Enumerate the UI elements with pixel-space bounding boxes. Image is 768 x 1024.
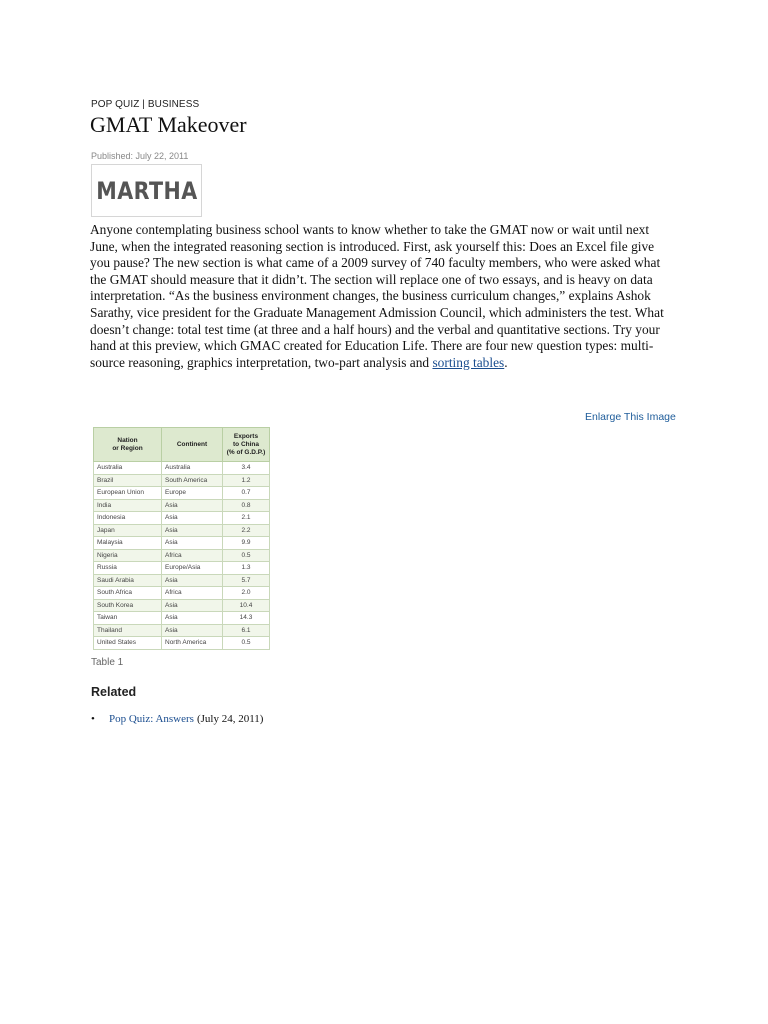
cell-continent: Asia: [162, 512, 223, 525]
cell-nation: Australia: [94, 462, 162, 475]
related-item: [91, 713, 263, 725]
cell-exports: 5.7: [223, 574, 270, 587]
section-kicker: [91, 99, 199, 110]
cell-exports: 0.5: [223, 637, 270, 650]
table-row: [94, 462, 270, 475]
related-date: (July 24, 2011): [196, 713, 264, 725]
cell-exports: 9.9: [223, 537, 270, 550]
table-row: [94, 599, 270, 612]
cell-continent: Asia: [162, 499, 223, 512]
cell-continent: Asia: [162, 624, 223, 637]
kicker-section-link[interactable]: POP QUIZ: [91, 99, 140, 110]
table-row: [94, 499, 270, 512]
article-body: [90, 222, 670, 371]
cell-exports: 14.3: [223, 612, 270, 625]
enlarge-image-link[interactable]: Enlarge This Image: [585, 411, 676, 423]
cell-continent: Australia: [162, 462, 223, 475]
cell-nation: Malaysia: [94, 537, 162, 550]
cell-continent: Africa: [162, 549, 223, 562]
cell-continent: Europe: [162, 487, 223, 500]
article-body-text: Anyone contemplating business school wants to know whether to take the GMAT now or wait until next June, when the integrated reasoning section is introduced. First, ask yourself this: Does an Excel file give you pause? The new section is what came of a 2009 survey of 740 faculty members, who were asked what the GMAT should measure that it didn’t. The section will replace one of two essays, and is heavy on data interpretation. “As the business environment changes, the business curriculum changes,” explains Ashok Sarathy, vice president for the Graduate Management Admission Council, which administers the test. What doesn’t change: total test time (at three and a half hours) and the verbal and quantitative sections. Try your hand at this preview, which GMAC created for Education Life. There are four new question types: multi-source reasoning, graphics interpretation, two-part analysis and: [90, 222, 664, 370]
table-row: [94, 624, 270, 637]
cell-exports: 1.3: [223, 562, 270, 575]
table-row: [94, 487, 270, 500]
table-row: [94, 549, 270, 562]
cell-nation: Saudi Arabia: [94, 574, 162, 587]
cell-continent: Asia: [162, 599, 223, 612]
cell-nation: United States: [94, 637, 162, 650]
table-row: [94, 612, 270, 625]
kicker-category-link[interactable]: BUSINESS: [147, 99, 200, 110]
table-header-row: [94, 428, 270, 462]
cell-nation: Thailand: [94, 624, 162, 637]
header-exports: Exports to China (% of G.D.P.): [223, 428, 270, 462]
cell-exports: 2.0: [223, 587, 270, 600]
header-continent: Continent: [162, 428, 223, 462]
cell-exports: 1.2: [223, 474, 270, 487]
cell-nation: Japan: [94, 524, 162, 537]
cell-continent: Asia: [162, 574, 223, 587]
table-row: [94, 574, 270, 587]
cell-exports: 0.5: [223, 549, 270, 562]
related-link-pop-quiz-answers[interactable]: Pop Quiz: Answers: [109, 713, 194, 725]
cell-nation: Indonesia: [94, 512, 162, 525]
table-row: [94, 562, 270, 575]
bullet-icon: •: [91, 713, 95, 725]
cell-continent: Asia: [162, 612, 223, 625]
article-body-end: .: [504, 354, 508, 370]
cell-nation: India: [94, 499, 162, 512]
table-row: [94, 474, 270, 487]
cell-continent: South America: [162, 474, 223, 487]
cell-nation: European Union: [94, 487, 162, 500]
cell-nation: Brazil: [94, 474, 162, 487]
figure-caption: Table 1: [91, 657, 124, 668]
table-body: [94, 462, 270, 650]
cell-continent: Asia: [162, 537, 223, 550]
table-row: [94, 512, 270, 525]
table-row: [94, 524, 270, 537]
article-headline: GMAT Makeover: [90, 112, 247, 137]
cell-exports: 0.8: [223, 499, 270, 512]
cell-exports: 3.4: [223, 462, 270, 475]
cell-nation: Taiwan: [94, 612, 162, 625]
cell-exports: 0.7: [223, 487, 270, 500]
cell-exports: 2.2: [223, 524, 270, 537]
published-date: Published: July 22, 2011: [91, 151, 189, 161]
byline-text: MARTHA: [95, 176, 198, 205]
cell-exports: 10.4: [223, 599, 270, 612]
sorting-tables-link[interactable]: sorting tables: [432, 354, 505, 370]
table-row: [94, 637, 270, 650]
table-row: [94, 537, 270, 550]
cell-continent: Asia: [162, 524, 223, 537]
related-heading: Related: [91, 685, 137, 699]
cell-continent: Europe/Asia: [162, 562, 223, 575]
byline-logo: [91, 164, 202, 217]
related-list: [91, 713, 263, 725]
cell-nation: South Africa: [94, 587, 162, 600]
cell-exports: 6.1: [223, 624, 270, 637]
exports-table-image[interactable]: [93, 427, 270, 649]
cell-exports: 2.1: [223, 512, 270, 525]
cell-nation: Russia: [94, 562, 162, 575]
table-row: [94, 587, 270, 600]
header-nation: Nation or Region: [94, 428, 162, 462]
exports-table: [93, 427, 270, 650]
cell-continent: Africa: [162, 587, 223, 600]
cell-nation: Nigeria: [94, 549, 162, 562]
cell-continent: North America: [162, 637, 223, 650]
kicker-separator: |: [139, 99, 148, 110]
cell-nation: South Korea: [94, 599, 162, 612]
